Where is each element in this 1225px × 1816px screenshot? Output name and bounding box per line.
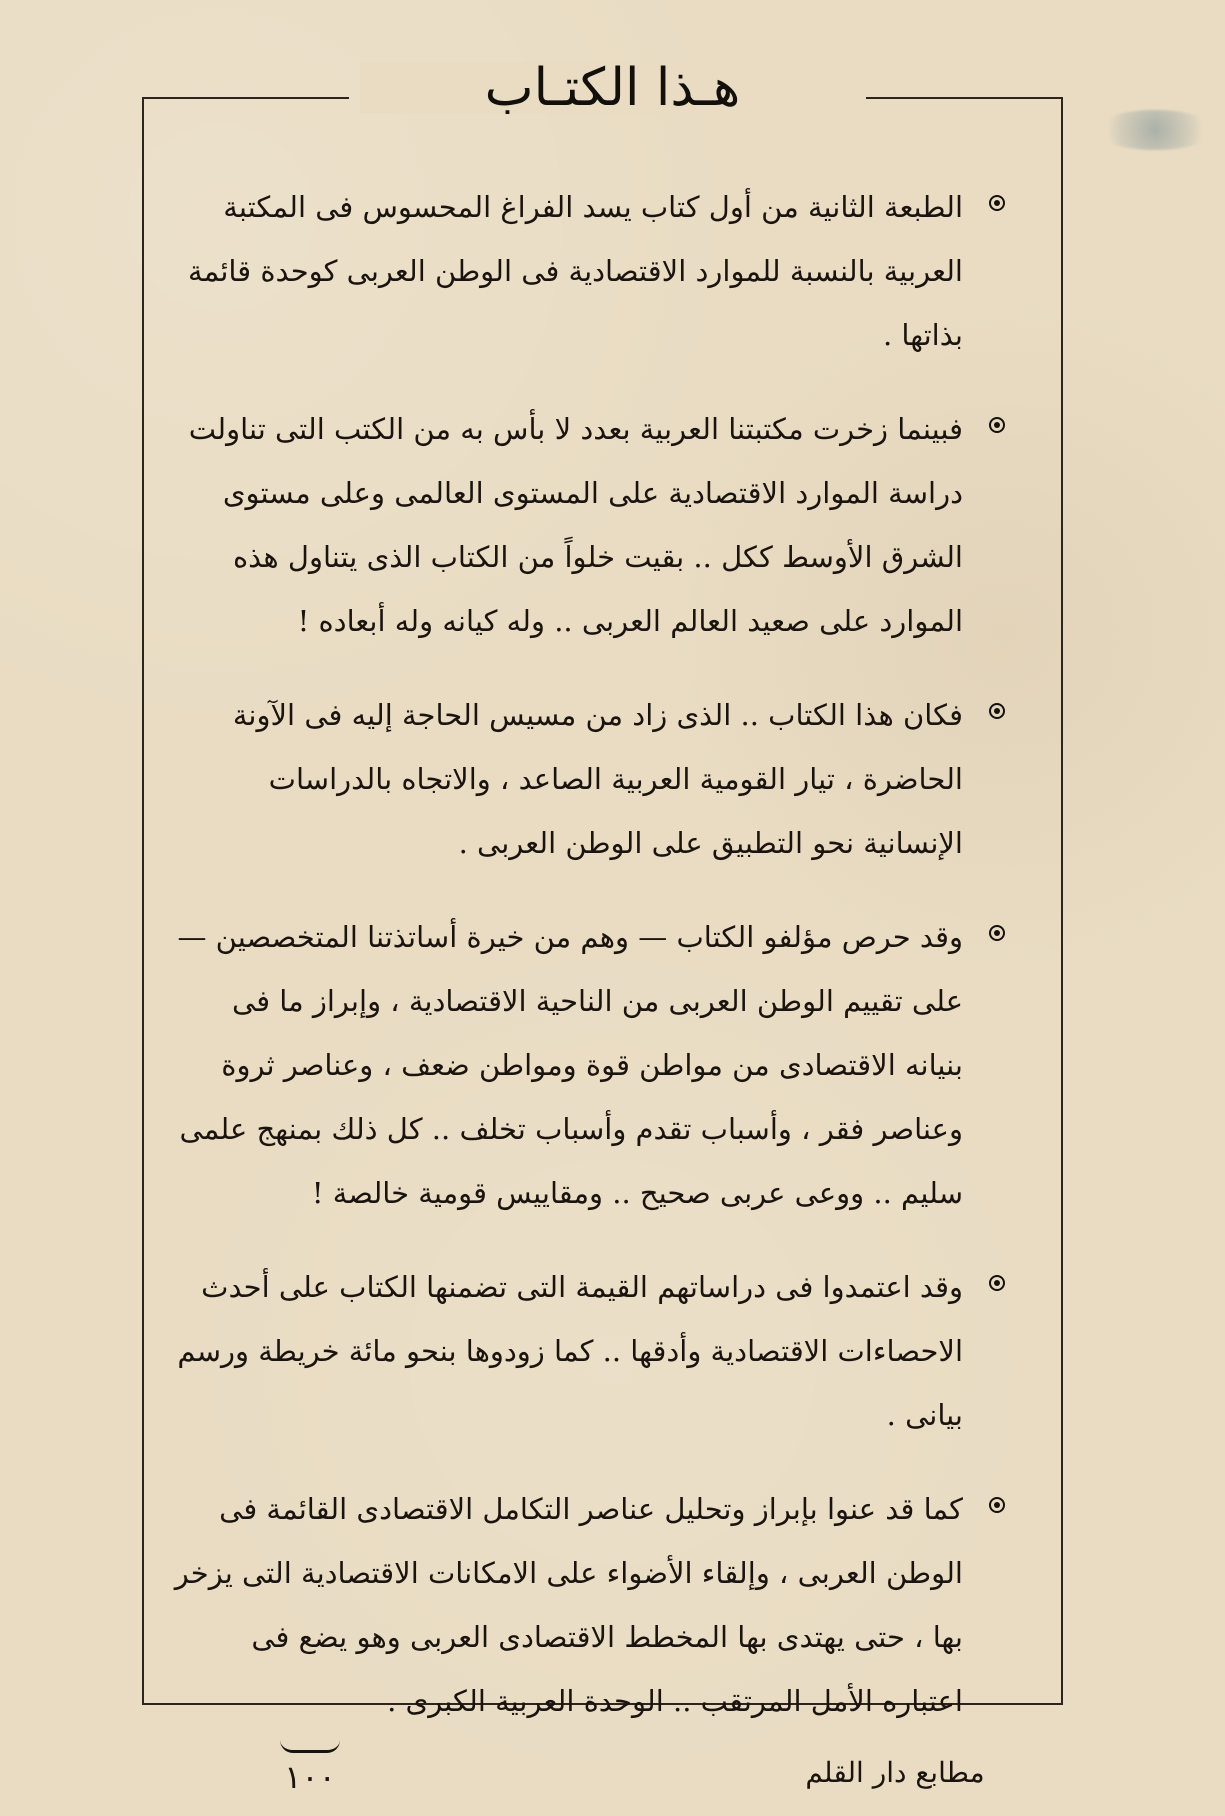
paragraph (165, 175, 1005, 367)
paragraph (165, 1477, 1005, 1733)
paragraph-text: وقد حرص مؤلفو الكتاب — وهم من خيرة أساتذتنا المتخصصين — على تقييم الوطن العربى من الناحية الاقتصادية ، وإبراز ما فى بنيانه الاقتصادى من مواطن قوة ومواطن ضعف ، وعناصر ثروة وعناصر فقر ، وأسباب تقدم وأسباب تخلف .. كل ذلك بمنهج علمى سليم .. ووعى عربى صحيح .. ومقاييس قومية خالصة ! (177, 920, 963, 1210)
paragraph-text: كما قد عنوا بإبراز وتحليل عناصر التكامل الاقتصادى القائمة فى الوطن العربى ، وإلقاء الأضواء على الامكانات الاقتصادية التى يزخر بها ، حتى يهتدى بها المخطط الاقتصادى العربى وهو يضع فى اعتباره الأمل المرتقب .. الوحدة العربية الكبرى . (174, 1492, 963, 1718)
publisher-name: مطابع دار القلم (805, 1756, 985, 1789)
bullet-icon (989, 1497, 1005, 1513)
frame-top-left-line (144, 97, 349, 99)
bullet-icon (989, 1275, 1005, 1291)
page-number: ١٠٠ (284, 1758, 336, 1796)
frame-top-right-line (856, 97, 1061, 99)
paragraph-text: فكان هذا الكتاب .. الذى زاد من مسيس الحاجة إليه فى الآونة الحاضرة ، تيار القومية العربية الصاعد ، والاتجاه بالدراسات الإنسانية نحو التطبيق على الوطن العربى . (232, 698, 963, 860)
bullet-icon (989, 417, 1005, 433)
bullet-icon (989, 195, 1005, 211)
paragraph (165, 905, 1005, 1225)
paragraph-text: فبينما زخرت مكتبتنا العربية بعدد لا بأس به من الكتب التى تناولت دراسة الموارد الاقتصادية على المستوى العالمى وعلى مستوى الشرق الأوسط ككل .. بقيت خلواً من الكتاب الذى يتناول هذه الموارد على صعيد العالم العربى .. وله كيانه وله أبعاده ! (188, 412, 963, 638)
page-number-block (255, 1740, 365, 1796)
ornament-icon (280, 1740, 340, 1753)
paragraph (165, 1255, 1005, 1447)
paragraph-text: وقد اعتمدوا فى دراساتهم القيمة التى تضمنها الكتاب على أحدث الاحصاءات الاقتصادية وأدقها .. كما زودوها بنحو مائة خريطة ورسم بيانى . (177, 1270, 963, 1432)
paper-stain (1095, 110, 1215, 150)
paragraph-text: الطبعة الثانية من أول كتاب يسد الفراغ المحسوس فى المكتبة العربية بالنسبة للموارد الاقتصادية فى الوطن العربى كوحدة قائمة بذاتها . (188, 190, 963, 352)
bullet-icon (989, 703, 1005, 719)
main-text-block (165, 175, 1005, 1763)
bullet-icon (989, 925, 1005, 941)
paragraph (165, 683, 1005, 875)
page-title: هـذا الكتـاب (360, 62, 866, 114)
paragraph (165, 397, 1005, 653)
